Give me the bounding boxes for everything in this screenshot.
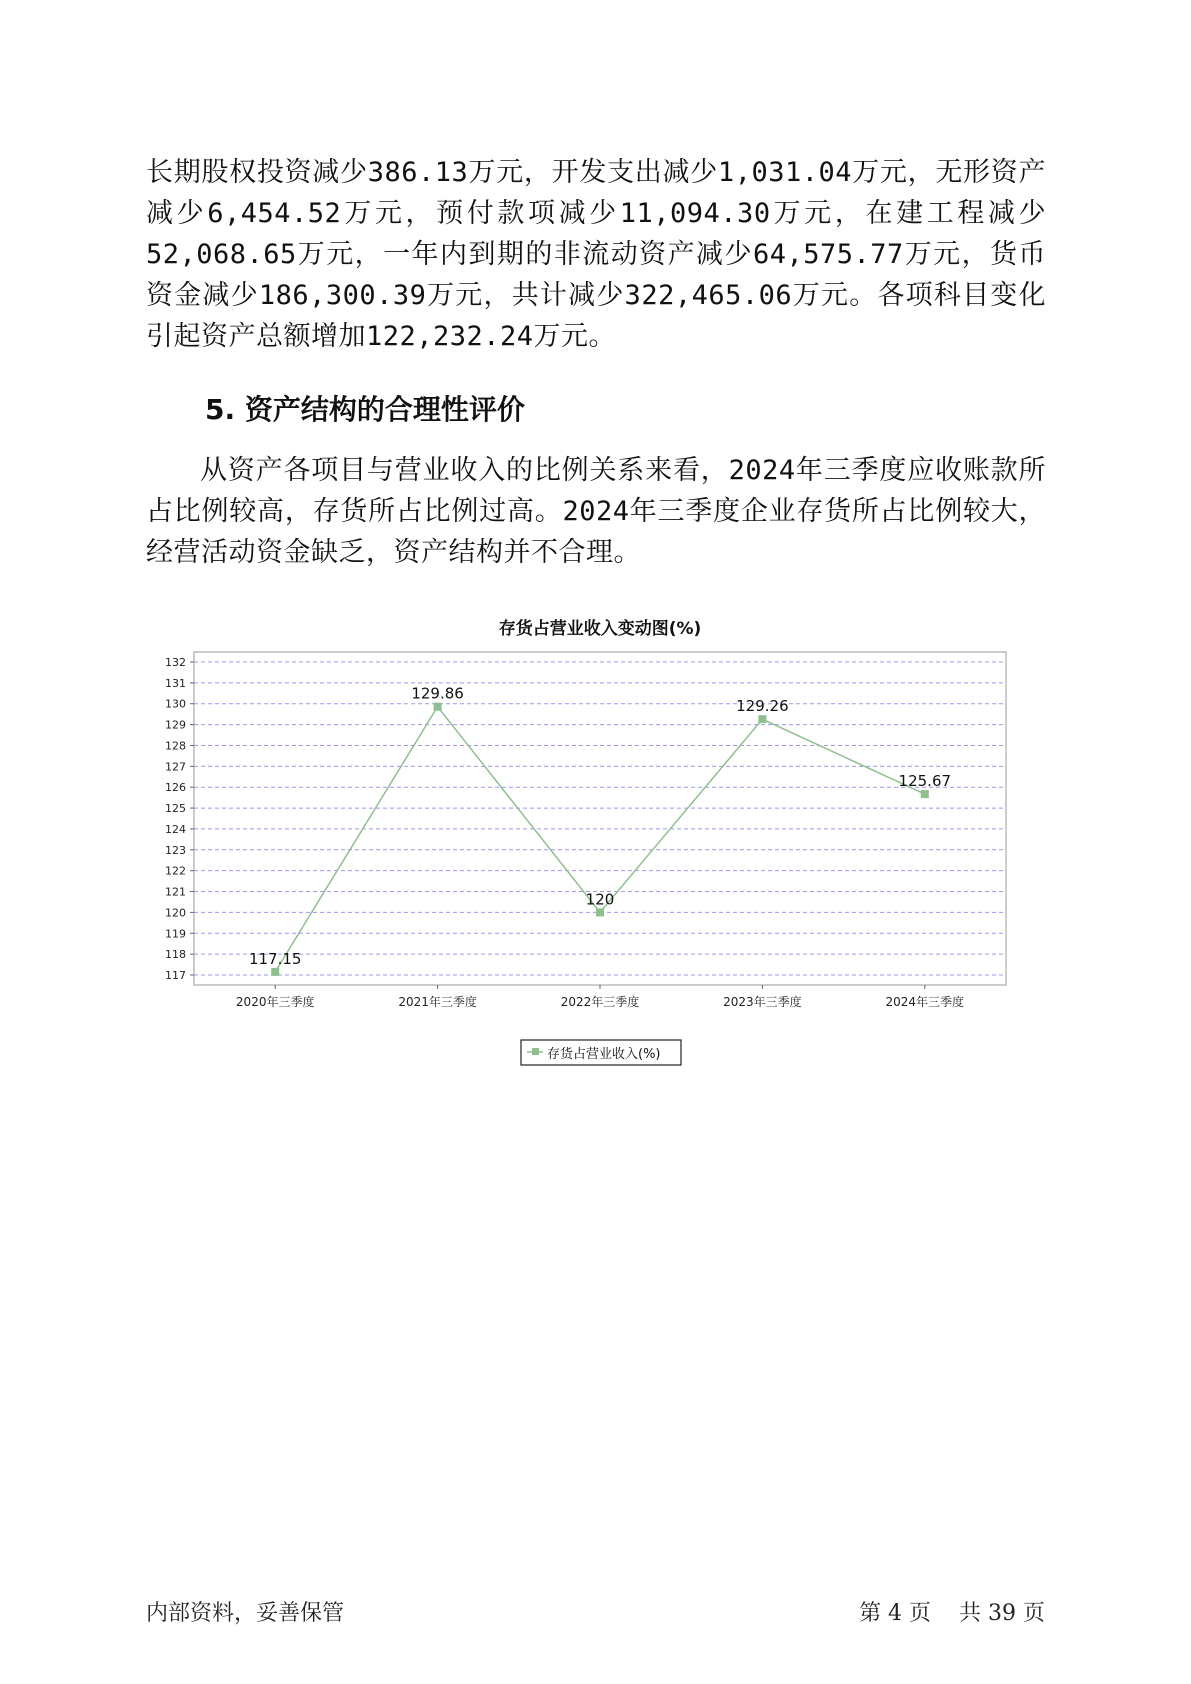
data-label: 125.67 xyxy=(898,772,952,791)
body-paragraph-2: 从资产各项目与营业收入的比例关系来看，2024年三季度应收账款所占比例较高，存货所占比例过高。2024年三季度企业存货所占比例较大，经营活动资金缺乏，资产结构并不合理。 xyxy=(146,455,1046,568)
data-label: 117.15 xyxy=(248,949,302,968)
data-point xyxy=(434,703,442,711)
x-tick-label: 2023年三季度 xyxy=(723,995,802,1009)
y-tick-label: 118 xyxy=(165,948,186,962)
chart-title: 存货占营业收入变动图(%) xyxy=(498,619,702,639)
legend-marker-icon xyxy=(532,1048,539,1055)
y-tick-label: 130 xyxy=(165,697,186,711)
x-tick-label: 2024年三季度 xyxy=(885,995,965,1009)
data-point xyxy=(758,715,766,723)
body-paragraph-1: 长期股权投资减少386.13万元，开发支出减少1,031.04万元，无形资产减少6,454.52万元，预付款项减少11,094.30万元，在建工程减少52,068.65万元，一年内到期的非流动资产减少64,575.77万元，货币资金减少186,300.39万元，共计减少322,465.06万元。各项科目变化引起资产总额增加122,232.24万元。 xyxy=(146,157,1046,352)
legend-series-name: 存货占营业收入(%) xyxy=(547,1047,661,1062)
legend xyxy=(521,1040,681,1065)
section-heading: 5. 资产结构的合理性评价 xyxy=(205,393,525,426)
y-tick-label: 125 xyxy=(165,802,186,816)
x-tick-label: 2021年三季度 xyxy=(398,995,477,1009)
y-tick-label: 117 xyxy=(165,969,186,982)
y-tick-label: 122 xyxy=(165,864,186,878)
data-label: 129.26 xyxy=(736,697,789,716)
y-tick-label: 120 xyxy=(165,906,186,920)
x-tick-label: 2020年三季度 xyxy=(235,995,315,1009)
x-tick-label: 2022年三季度 xyxy=(560,995,640,1009)
y-tick-label: 132 xyxy=(165,656,186,669)
data-point xyxy=(921,790,929,798)
y-tick-label: 131 xyxy=(165,676,186,690)
footer-confidential: 内部资料，妥善保管 xyxy=(146,1601,345,1626)
y-tick-label: 121 xyxy=(165,885,186,899)
data-point xyxy=(596,908,604,916)
data-label: 129.86 xyxy=(411,684,464,703)
y-tick-label: 124 xyxy=(165,822,186,836)
inventory-ratio-line-chart xyxy=(146,608,1046,1068)
data-label: 120 xyxy=(585,890,615,909)
y-tick-label: 126 xyxy=(165,781,186,795)
y-tick-label: 119 xyxy=(165,927,186,941)
y-tick-label: 128 xyxy=(165,739,186,753)
y-tick-label: 129 xyxy=(165,718,186,732)
x-axis-ticks xyxy=(236,985,964,1009)
y-axis-ticks xyxy=(165,656,194,982)
plot-area xyxy=(194,652,1006,985)
footer-page-number: 第 4 页 共 39 页 xyxy=(859,1601,1045,1626)
data-point xyxy=(271,968,279,976)
y-tick-label: 123 xyxy=(165,843,186,857)
y-tick-label: 127 xyxy=(165,760,186,774)
